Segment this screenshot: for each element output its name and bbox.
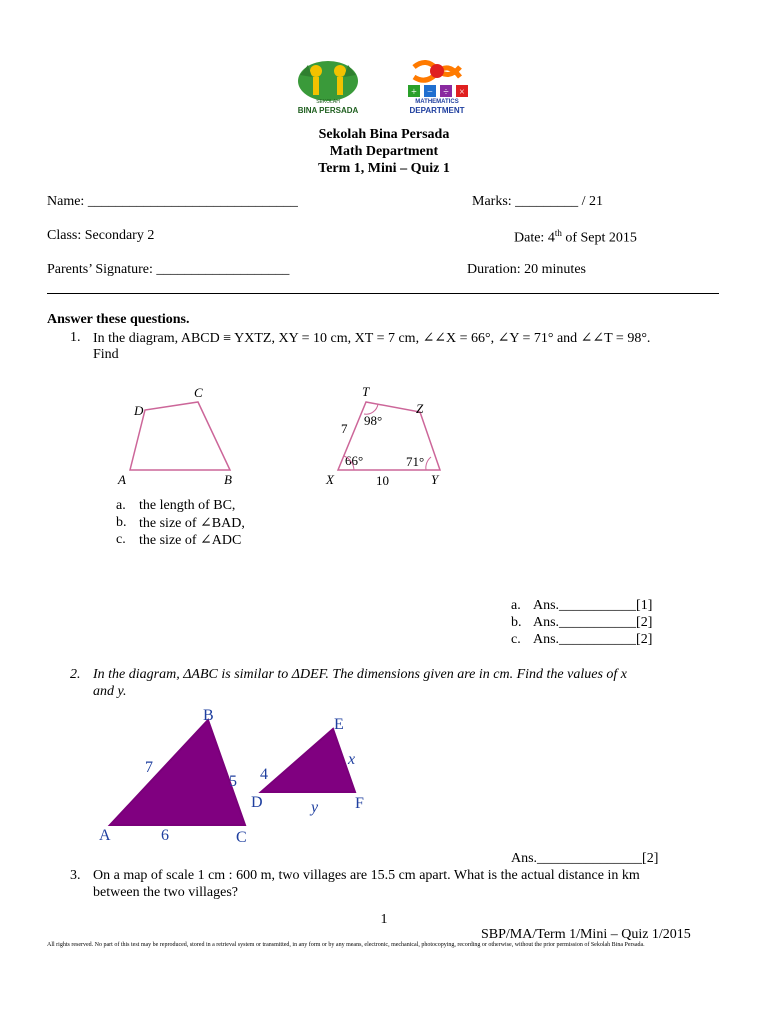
q2-side-ef: x: [348, 751, 356, 768]
q1-part-b-label: b.: [116, 515, 127, 530]
school-name: Sekolah Bina Persada: [318, 127, 450, 142]
triangle-def: [261, 729, 355, 792]
q1-label-d: D: [134, 403, 144, 418]
q2-side-ac: 6: [161, 827, 169, 844]
q2-label-a: A: [99, 827, 111, 844]
q2-text-line2: and y.: [93, 684, 127, 699]
instructions: Answer these questions.: [47, 312, 190, 327]
q2-side-bc: 5: [229, 773, 237, 790]
q1-label-b: B: [224, 472, 232, 487]
duration-field: Duration: 20 minutes: [467, 262, 586, 277]
q2-side-df: y: [311, 799, 319, 816]
svg-text:×: ×: [459, 87, 465, 98]
department-name: Math Department: [329, 144, 439, 159]
q2-label-e: E: [334, 716, 344, 733]
q2-number: 2.: [70, 667, 81, 682]
q3-number: 3.: [70, 868, 81, 883]
svg-text:+: +: [411, 87, 417, 98]
q1-label-x: X: [326, 472, 334, 487]
q2-text-line1: In the diagram, ΔABC is similar to ΔDEF. The dimensions given are in cm. Find the values of x: [93, 667, 627, 682]
q1-part-a-label: a.: [116, 498, 126, 513]
q1-angle-t: 98°: [364, 413, 383, 428]
header-divider: [47, 293, 719, 294]
name-field: Name: ______________________________: [47, 194, 298, 209]
school-logo: [288, 55, 368, 121]
q1-answer-b-label: b.: [511, 615, 522, 630]
svg-text:−: −: [427, 87, 433, 98]
svg-text:÷: ÷: [443, 87, 449, 98]
q2-side-de: 4: [260, 766, 268, 783]
q2-label-d: D: [251, 794, 263, 811]
q1-part-b-text: the size of ∠BAD,: [139, 516, 245, 531]
q1-angle-y: 71°: [406, 454, 425, 469]
q1-label-y: Y: [431, 472, 439, 487]
page-number: 1: [380, 912, 388, 927]
q1-find: Find: [93, 347, 119, 362]
q1-label-z: Z: [416, 401, 424, 416]
math-logo-text-1: MATHEMATICS: [415, 99, 459, 105]
school-logo-text-2: BINA PERSADA: [297, 106, 359, 115]
q1-answer-c: Ans.___________[2]: [533, 632, 653, 647]
footer-code: SBP/MA/Term 1/Mini – Quiz 1/2015: [481, 927, 691, 942]
q2-label-b: B: [203, 707, 214, 724]
q2-side-ab: 7: [145, 759, 153, 776]
triangle-abc: [110, 720, 245, 825]
q1-number: 1.: [70, 330, 81, 345]
q1-text: In the diagram, ABCD ≡ YXTZ, XY = 10 cm, XT = 7 cm, ∠∠X = 66°, ∠Y = 71° and ∠∠T = 98°.: [93, 331, 651, 346]
q2-label-c: C: [236, 829, 247, 846]
date-suffix: of Sept 2015: [561, 230, 637, 246]
q1-label-t: T: [362, 384, 370, 399]
date-field: [514, 228, 637, 247]
q1-part-a-text: the length of BC,: [139, 498, 236, 513]
signature-field: Parents’ Signature: ___________________: [47, 262, 290, 277]
q1-angle-x: 66°: [345, 453, 364, 468]
q1-answer-a-label: a.: [511, 598, 521, 613]
math-logo-text-2: DEPARTMENT: [409, 106, 465, 115]
q1-figure-abcd: [110, 380, 250, 490]
q2-figure: [95, 700, 385, 850]
class-field: Class: Secondary 2: [47, 228, 155, 243]
q1-answer-c-label: c.: [511, 632, 521, 647]
q2-label-f: F: [355, 795, 364, 812]
marks-field: Marks: _________ / 21: [472, 194, 604, 209]
school-logo-text-1: SEKOLAH: [316, 99, 340, 105]
q1-label-c: C: [194, 385, 203, 400]
date-sup: th: [554, 228, 562, 238]
q3-text-line2: between the two villages?: [93, 885, 239, 900]
math-dept-logo: [404, 55, 470, 121]
q1-part-c-text: the size of ∠ADC: [139, 533, 242, 548]
q3-text-line1: On a map of scale 1 cm : 600 m, two villages are 15.5 cm apart. What is the actual distance in km: [93, 868, 640, 883]
date-prefix: Date: 4: [514, 230, 555, 246]
q1-part-c-label: c.: [116, 532, 126, 547]
q1-side-xt: 7: [341, 421, 348, 436]
quiz-title: Term 1, Mini – Quiz 1: [318, 161, 450, 176]
q1-side-xy: 10: [376, 473, 389, 488]
copyright-notice: All rights reserved. No part of this test may be reproduced, stored in a retrieval system or transmitted, in any form or by any means, electronic, mechanical, photocopying, recording or otherwise, without the prior permission of Sekolah Bina Persada.: [47, 942, 645, 948]
q1-label-a: A: [118, 472, 126, 487]
q2-answer: Ans._______________[2]: [511, 851, 659, 866]
q1-answer-a: Ans.___________[1]: [533, 598, 653, 613]
q1-answer-b: Ans.___________[2]: [533, 615, 653, 630]
q1-figure-yxtz: [318, 380, 458, 490]
